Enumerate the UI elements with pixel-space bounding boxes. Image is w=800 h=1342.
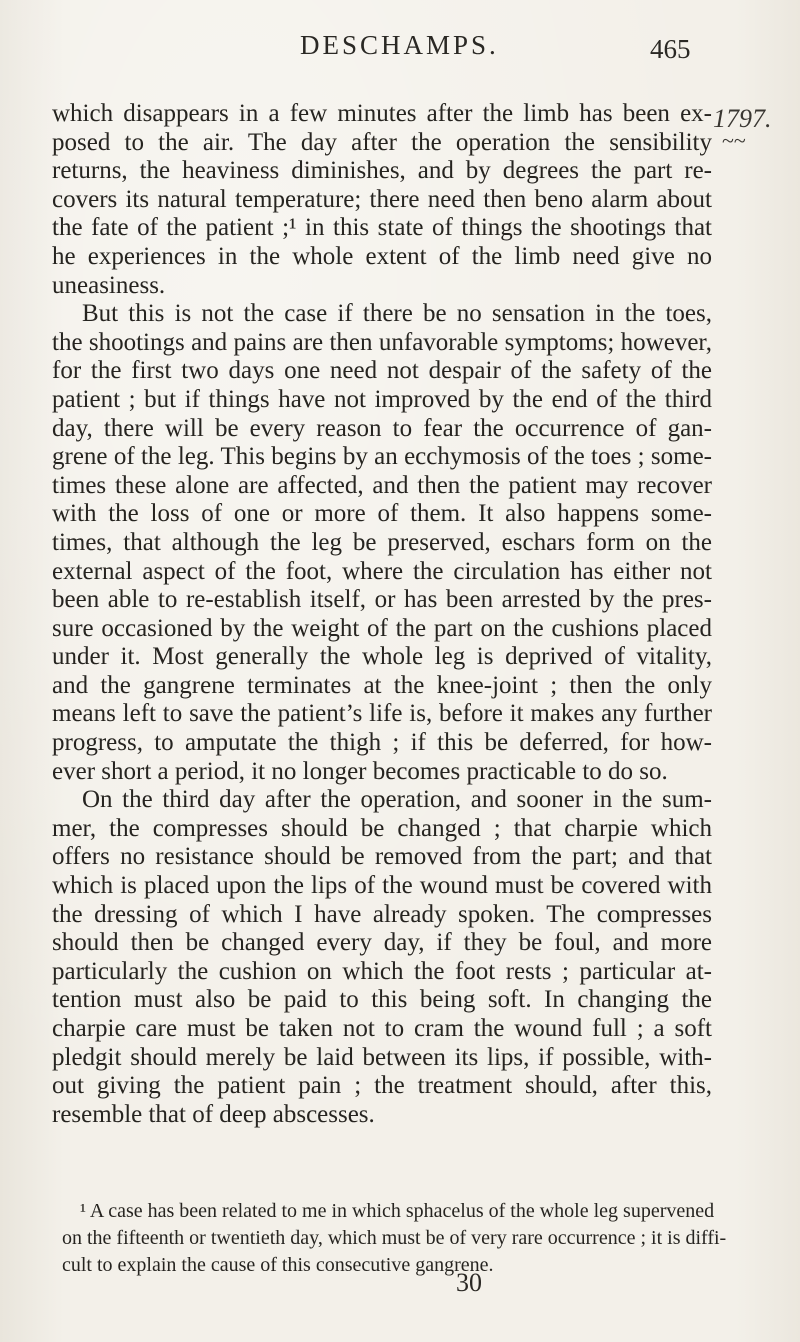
text-line: uneasiness. xyxy=(52,271,166,299)
text-line: tention must also be paid to this being soft. In changing the xyxy=(52,986,712,1014)
text-line: returns, the heaviness diminishes, and by degrees the part re- xyxy=(52,157,712,185)
text-line: means left to save the patient’s life is, before it makes any further xyxy=(52,700,712,728)
paragraph-start-line: But this is not the case if there be no sensation in the toes, xyxy=(82,300,712,328)
text-line: with the loss of one or more of them. It also happens some- xyxy=(52,500,712,528)
text-line: ever short a period, it no longer becomes practicable to do so. xyxy=(52,757,668,785)
text-line: should then be changed every day, if they be foul, and more xyxy=(52,929,712,957)
text-line: and the gangrene terminates at the knee-joint ; then the only xyxy=(52,671,712,699)
text-line: day, there will be every reason to fear the occurrence of gan- xyxy=(52,414,712,442)
page-number: 465 xyxy=(650,34,691,64)
footnote-line: on the fifteenth or twentieth day, which must be of very rare occurrence ; it is diffi- xyxy=(62,1227,727,1249)
text-line: external aspect of the foot, where the circulation has either not xyxy=(52,557,712,585)
text-line: been able to re-establish itself, or has been arrested by the pres- xyxy=(52,586,712,614)
text-line: charpie care must be taken not to cram the wound full ; a soft xyxy=(52,1015,712,1042)
text-line: pledgit should merely be laid between its lips, if possible, with- xyxy=(52,1043,712,1071)
text-line: out giving the patient pain ; the treatment should, after this, xyxy=(52,1072,712,1100)
text-line: he experiences in the whole extent of the limb need give no xyxy=(52,242,712,270)
body-text xyxy=(52,100,712,1129)
text-line: times, that although the leg be preserved, eschars form on the xyxy=(52,528,712,556)
text-line: particularly the cushion on which the foot rests ; particular at- xyxy=(52,957,712,985)
text-line: under it. Most generally the whole leg is deprived of vitality, xyxy=(52,643,712,671)
text-line: which is placed upon the lips of the wound must be covered with xyxy=(52,872,712,900)
text-line: the dressing of which I have already spoken. The compresses xyxy=(52,900,712,928)
text-line: covers its natural temperature; there need then beno alarm about xyxy=(52,185,712,213)
signature-mark: 30 xyxy=(456,1268,482,1297)
margin-ornament: ~~ xyxy=(722,128,746,153)
text-line: which disappears in a few minutes after the limb has been ex- xyxy=(52,100,712,127)
text-line: for the first two days one need not despair of the safety of the xyxy=(52,357,712,385)
text-line: resemble that of deep abscesses. xyxy=(52,1100,375,1128)
running-head: DESCHAMPS. xyxy=(300,30,499,60)
text-line: the fate of the patient ;¹ in this state of things the shootings that xyxy=(52,214,712,242)
text-line: posed to the air. The day after the operation the sensibility xyxy=(52,128,712,156)
text-line: sure occasioned by the weight of the part on the cushions placed xyxy=(52,614,712,642)
paragraph-start-line: On the third day after the operation, and sooner in the sum- xyxy=(82,786,712,814)
text-line: offers no resistance should be removed from the part; and that xyxy=(52,843,712,871)
margin-year-note: 1797. xyxy=(713,104,772,133)
footnote-line: ¹ A case has been related to me in which sphacelus of the whole leg supervened xyxy=(80,1200,715,1222)
footnote xyxy=(62,1198,727,1279)
text-line: patient ; but if things have not improved by the end of the third xyxy=(52,385,712,413)
text-line: mer, the compresses should be changed ; that charpie which xyxy=(52,814,712,842)
text-line: times these alone are affected, and then the patient may recover xyxy=(52,471,712,499)
text-line: the shootings and pains are then unfavorable symptoms; however, xyxy=(52,328,712,356)
footnote-line: cult to explain the cause of this consecutive gangrene. xyxy=(62,1254,494,1276)
text-line: grene of the leg. This begins by an ecchymosis of the toes ; some- xyxy=(52,443,712,471)
text-line: progress, to amputate the thigh ; if this be deferred, for how- xyxy=(52,729,712,757)
